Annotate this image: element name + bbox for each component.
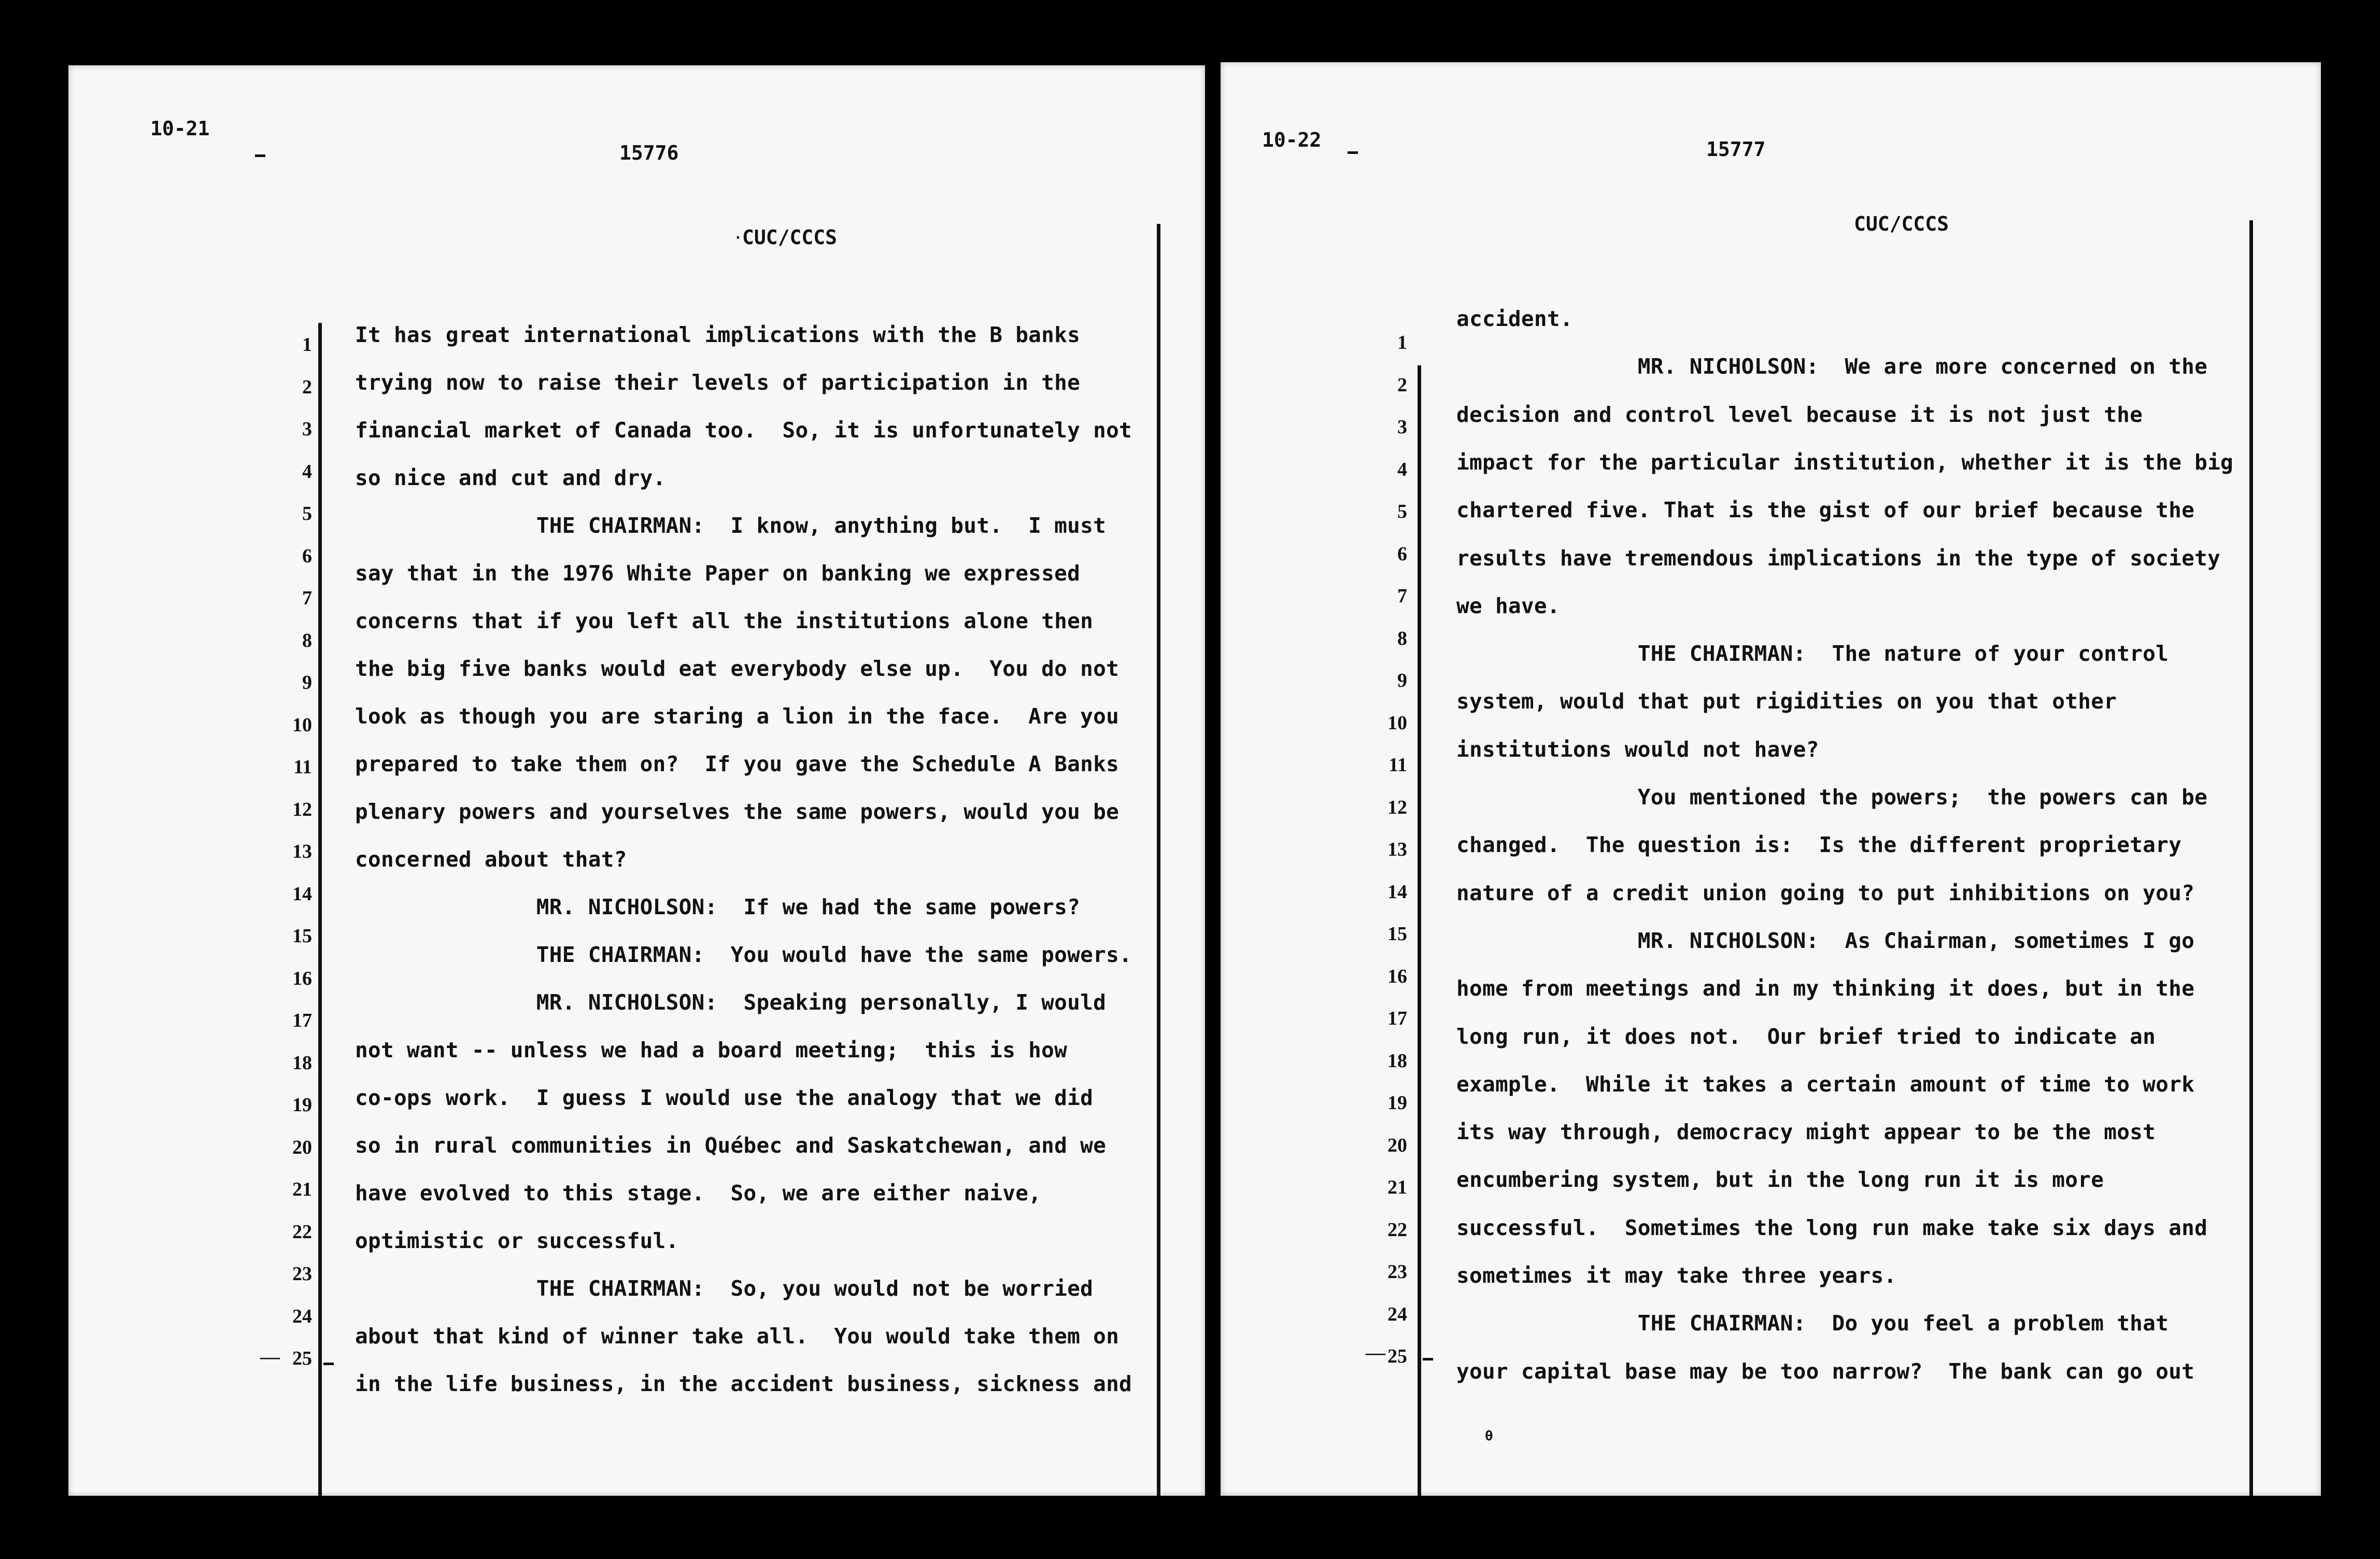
line-number: 17	[1387, 1008, 1407, 1029]
line-number: 5	[1397, 501, 1407, 522]
speck-mark: θ	[1485, 1428, 1493, 1444]
line-number: 19	[1387, 1092, 1407, 1114]
transcript-line: home from meetings and in my thinking it does, but in the	[1456, 976, 2195, 1001]
line-number: 3	[302, 418, 312, 440]
transcript-line: so in rural communities in Québec and Saskatchewan, and we	[355, 1133, 1107, 1158]
transcript-line: financial market of Canada too. So, it is unfortunately not	[355, 418, 1132, 443]
transcript-line: MR. NICHOLSON: We are more concerned on the	[1456, 354, 2208, 379]
line-number: 11	[1389, 754, 1407, 776]
line-25-marker: —	[1366, 1342, 1385, 1364]
line-number: 10	[292, 714, 312, 736]
transcript-line: co-ops work. I guess I would use the analogy that we did	[355, 1085, 1094, 1110]
page-corner-label: 10-21	[150, 117, 210, 140]
line-number: 13	[1387, 839, 1407, 860]
right-margin-rule	[2249, 220, 2253, 1496]
transcript-line: successful. Sometimes the long run make take six days and	[1456, 1215, 2208, 1240]
left-margin-rule	[318, 323, 322, 1496]
line-number: 19	[292, 1094, 312, 1116]
transcript-line: we have.	[1456, 593, 1560, 618]
line-number: 2	[1397, 374, 1407, 396]
transcript-line: concerns that if you left all the institutions alone then	[355, 608, 1094, 633]
margin-dash	[255, 154, 265, 157]
transcript-line: MR. NICHOLSON: Speaking personally, I would	[355, 990, 1107, 1015]
transcript-line: encumbering system, but in the long run it is more	[1456, 1167, 2104, 1193]
line-number: 8	[302, 629, 312, 651]
transcript-line: sometimes it may take three years.	[1456, 1263, 1897, 1288]
transcript-line: THE CHAIRMAN: Do you feel a problem that	[1456, 1311, 2169, 1336]
line-number: 5	[302, 503, 312, 525]
line-number: 21	[1387, 1177, 1407, 1198]
line-number: 18	[1387, 1050, 1407, 1072]
transcript-line: institutions would not have?	[1456, 736, 1819, 762]
line-number: 17	[292, 1010, 312, 1031]
line-number: 16	[292, 967, 312, 989]
transcript-page-left	[68, 65, 1205, 1496]
margin-dash	[323, 1363, 334, 1365]
page-corner-label: 10-22	[1262, 129, 1322, 151]
right-margin-rule	[1157, 224, 1160, 1496]
transcript-line: about that kind of winner take all. You would take them on	[355, 1324, 1120, 1349]
transcript-line: system, would that put rigidities on you that other	[1456, 689, 2117, 714]
page-number: 15776	[619, 141, 679, 164]
line-number: 4	[1397, 458, 1407, 480]
transcript-line: have evolved to this stage. So, we are either naive,	[355, 1181, 1042, 1206]
transcript-line: decision and control level because it is not just the	[1456, 402, 2143, 427]
line-number: 11	[293, 756, 312, 778]
transcript-line: accident.	[1456, 306, 1573, 331]
line-number: 3	[1397, 416, 1407, 438]
transcript-line: concerned about that?	[355, 847, 627, 872]
line-number: 15	[1387, 923, 1407, 945]
transcript-line: prepared to take them on? If you gave the Schedule A Banks	[355, 752, 1120, 776]
transcript-line: the big five banks would eat everybody else up. You do not	[355, 656, 1120, 681]
transcript-line: impact for the particular institution, whether it is the big	[1456, 449, 2234, 475]
line-number: 23	[1387, 1261, 1407, 1283]
transcript-line: THE CHAIRMAN: I know, anything but. I must	[355, 513, 1107, 538]
transcript-line: in the life business, in the accident business, sickness and	[355, 1371, 1132, 1396]
line-number: 10	[1387, 712, 1407, 734]
line-number: 4	[302, 460, 312, 483]
line-number: 22	[1387, 1218, 1407, 1241]
margin-dash	[1423, 1358, 1433, 1360]
transcript-line: THE CHAIRMAN: The nature of your control	[1456, 641, 2169, 667]
transcript-line: nature of a credit union going to put inhibitions on you?	[1456, 880, 2195, 905]
transcript-line: your capital base may be too narrow? The bank can go out	[1456, 1358, 2195, 1384]
transcript-line: long run, it does not. Our brief tried to indicate an	[1456, 1024, 2156, 1049]
transcript-line: MR. NICHOLSON: If we had the same powers?	[355, 895, 1081, 919]
transcript-line: so nice and cut and dry.	[355, 465, 666, 490]
page-header: CUC/CCCS	[1854, 212, 1949, 235]
line-number: 24	[292, 1305, 312, 1327]
line-number: 14	[292, 883, 312, 905]
left-margin-rule	[1418, 365, 1421, 1496]
transcript-line: optimistic or successful.	[355, 1228, 679, 1253]
transcript-line: plenary powers and yourselves the same powers, would you be	[355, 799, 1120, 824]
transcript-page-right	[1221, 62, 2321, 1496]
transcript-line: changed. The question is: Is the different proprietary	[1456, 832, 2182, 858]
line-number: 25	[1387, 1345, 1407, 1367]
line-number: 13	[292, 841, 312, 862]
line-number: 22	[292, 1221, 312, 1243]
line-number: 23	[292, 1263, 312, 1285]
speck-mark: ·	[734, 230, 742, 246]
line-number: 18	[292, 1052, 312, 1074]
line-number: 7	[1397, 585, 1407, 607]
line-number: 6	[1397, 543, 1407, 565]
line-number: 2	[302, 376, 312, 398]
transcript-line: It has great international implications with the B banks	[355, 322, 1081, 347]
line-25-marker: —	[260, 1346, 280, 1368]
line-number: 9	[1397, 670, 1407, 691]
line-number: 9	[302, 672, 312, 693]
transcript-line: example. While it takes a certain amount of time to work	[1456, 1071, 2195, 1097]
line-number: 6	[302, 545, 312, 567]
line-number: 1	[302, 334, 312, 356]
line-number: 24	[1387, 1303, 1407, 1325]
transcript-line: its way through, democracy might appear to be the most	[1456, 1119, 2156, 1145]
line-number: 12	[292, 798, 312, 820]
transcript-line: results have tremendous implications in the type of society	[1456, 545, 2221, 571]
transcript-line: chartered five. That is the gist of our brief because the	[1456, 498, 2195, 523]
transcript-line: THE CHAIRMAN: You would have the same powers.	[355, 942, 1132, 967]
line-number: 15	[292, 925, 312, 947]
line-number: 1	[1397, 332, 1407, 353]
line-number: 8	[1397, 627, 1407, 649]
line-number: 7	[302, 587, 312, 609]
line-number: 20	[1387, 1134, 1407, 1156]
line-number: 21	[292, 1179, 312, 1200]
line-number: 14	[1387, 881, 1407, 903]
transcript-line: look as though you are staring a lion in the face. Are you	[355, 704, 1120, 729]
margin-dash	[1348, 151, 1358, 154]
transcript-line: You mentioned the powers; the powers can be	[1456, 785, 2208, 810]
line-number: 16	[1387, 965, 1407, 987]
transcript-line: not want -- unless we had a board meeting; this is how	[355, 1038, 1068, 1062]
line-number: 12	[1387, 796, 1407, 818]
transcript-line: THE CHAIRMAN: So, you would not be worried	[355, 1276, 1094, 1301]
transcript-line: say that in the 1976 White Paper on banking we expressed	[355, 561, 1081, 586]
page-number: 15777	[1706, 138, 1766, 161]
line-number: 25	[292, 1348, 312, 1369]
transcript-line: MR. NICHOLSON: As Chairman, sometimes I go	[1456, 928, 2195, 953]
page-header: CUC/CCCS	[742, 226, 838, 249]
line-number: 20	[292, 1136, 312, 1158]
transcript-line: trying now to raise their levels of participation in the	[355, 370, 1081, 395]
